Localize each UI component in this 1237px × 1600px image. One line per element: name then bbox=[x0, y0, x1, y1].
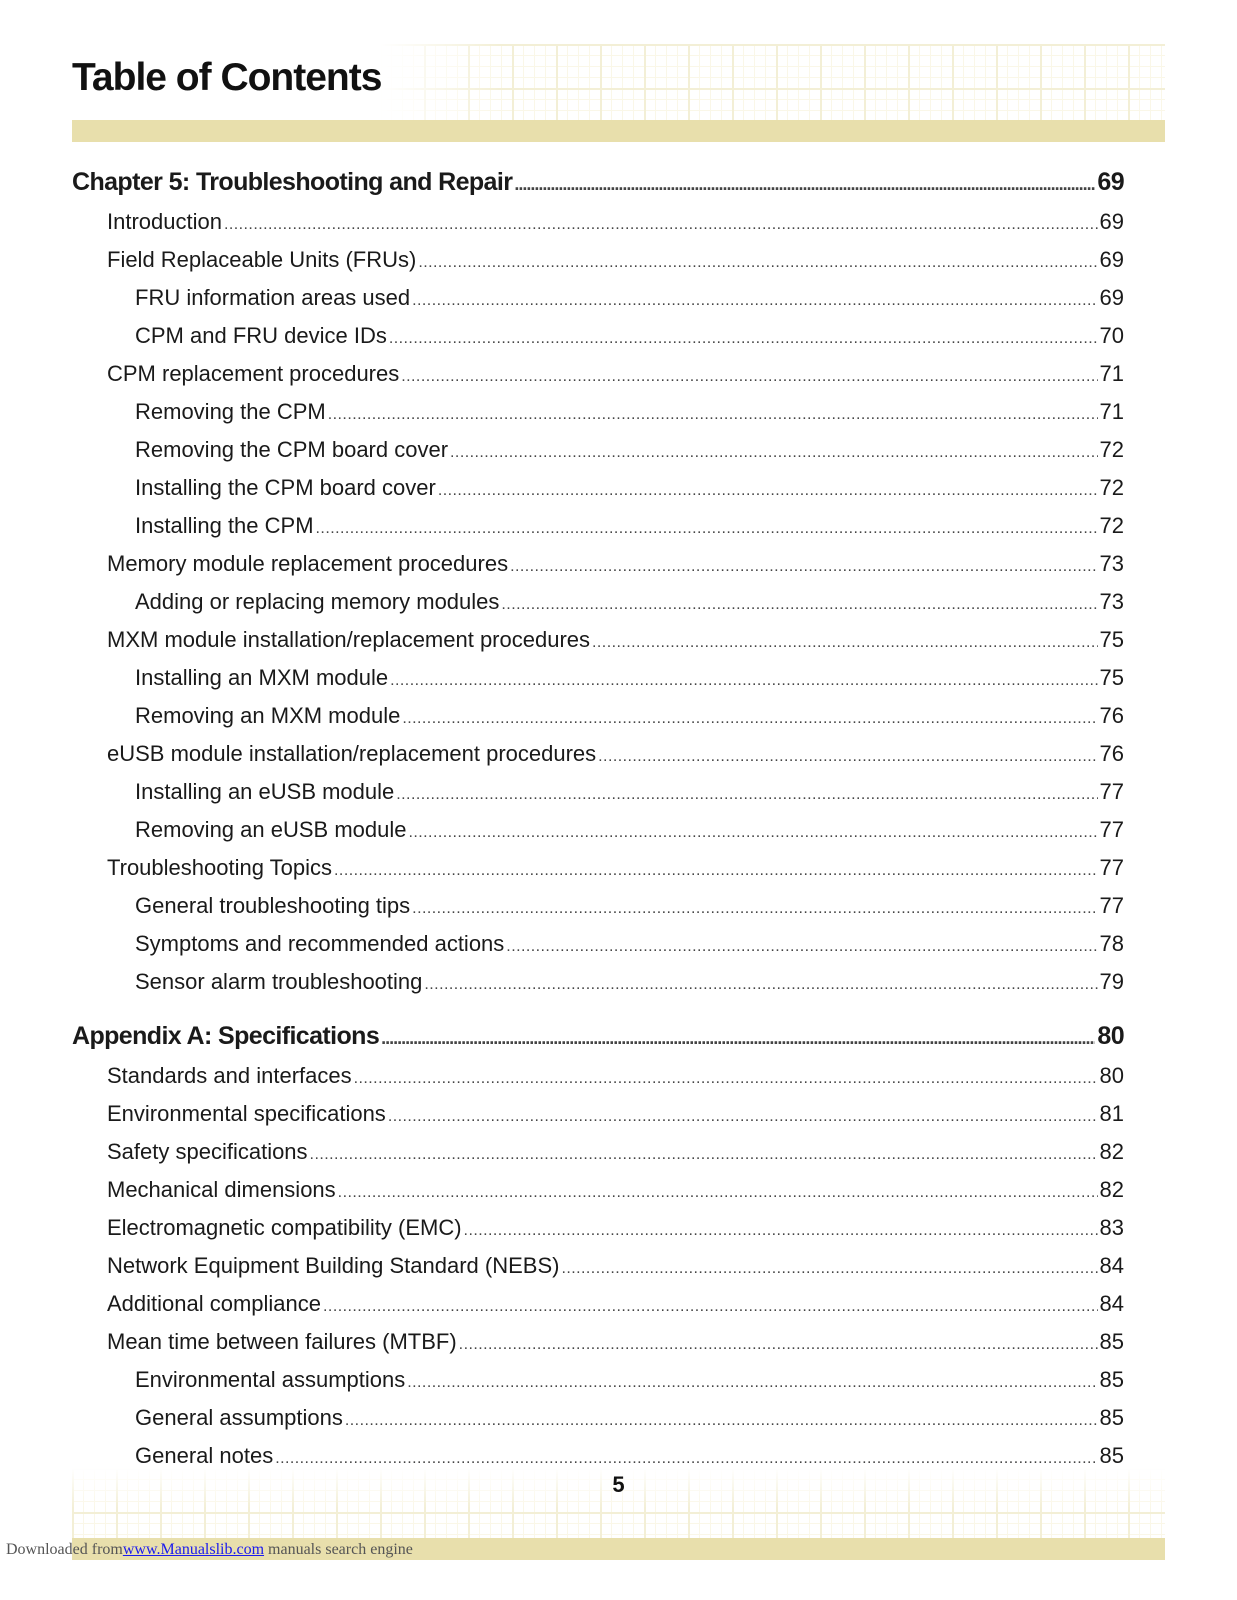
toc-entry[interactable] bbox=[72, 394, 1124, 432]
toc-entry[interactable] bbox=[72, 812, 1124, 850]
toc-entry[interactable] bbox=[72, 1058, 1124, 1096]
toc-leader-dots bbox=[514, 162, 1095, 204]
toc-entry[interactable] bbox=[72, 1096, 1124, 1134]
header-accent-bar bbox=[72, 120, 1165, 142]
toc-entry-label: eUSB module installation/replacement procedures bbox=[107, 741, 597, 766]
toc-leader-dots bbox=[316, 508, 1098, 546]
toc-leader-dots bbox=[501, 584, 1097, 622]
toc-leader-dots bbox=[412, 280, 1097, 318]
toc-entry-label: Installing the CPM bbox=[135, 513, 314, 538]
toc-leader-dots bbox=[510, 546, 1097, 584]
toc-entry-label: General troubleshooting tips bbox=[135, 893, 411, 918]
toc-entry-page: 83 bbox=[1099, 1215, 1124, 1240]
toc-entry-label: Removing an MXM module bbox=[135, 703, 401, 728]
toc-entry-page: 69 bbox=[1099, 285, 1124, 310]
toc-entry-label: Installing an MXM module bbox=[135, 665, 389, 690]
page-title: Table of Contents bbox=[72, 56, 382, 99]
toc-leader-dots bbox=[401, 356, 1097, 394]
toc-entry-page: 81 bbox=[1099, 1101, 1124, 1126]
toc-entry-page: 84 bbox=[1099, 1253, 1124, 1278]
toc-leader-dots bbox=[389, 318, 1098, 356]
toc-leader-dots bbox=[598, 736, 1097, 774]
toc-entry-label: Installing an eUSB module bbox=[135, 779, 395, 804]
toc-entry-label: Installing the CPM board cover bbox=[135, 475, 436, 500]
toc-entry-page: 69 bbox=[1099, 209, 1124, 234]
toc-entry[interactable] bbox=[72, 850, 1124, 888]
toc-entry-page: 76 bbox=[1099, 703, 1124, 728]
toc-entry[interactable] bbox=[72, 622, 1124, 660]
toc-entry-label: Standards and interfaces bbox=[107, 1063, 352, 1088]
toc-leader-dots bbox=[438, 470, 1098, 508]
toc-leader-dots bbox=[388, 1096, 1098, 1134]
toc-leader-dots bbox=[412, 888, 1097, 926]
toc-entry-page: 72 bbox=[1099, 513, 1124, 538]
toc-entry-page: 82 bbox=[1099, 1177, 1124, 1202]
toc-entry[interactable] bbox=[72, 964, 1124, 1002]
toc-entry-page: 85 bbox=[1099, 1367, 1124, 1392]
toc-entry[interactable] bbox=[72, 204, 1124, 242]
toc-entry-page: 77 bbox=[1099, 855, 1124, 880]
toc-leader-dots bbox=[408, 812, 1097, 850]
toc-entry-label: Symptoms and recommended actions bbox=[135, 931, 505, 956]
toc-entry-label: Electromagnetic compatibility (EMC) bbox=[107, 1215, 462, 1240]
manualslib-link[interactable]: www.Manualslib.com bbox=[122, 1541, 265, 1558]
toc-entry[interactable] bbox=[72, 584, 1124, 622]
toc-entry-label: Removing the CPM bbox=[135, 399, 326, 424]
toc-leader-dots bbox=[418, 242, 1097, 280]
toc-leader-dots bbox=[464, 1210, 1098, 1248]
toc-leader-dots bbox=[224, 204, 1098, 242]
toc-entry-label: Mechanical dimensions bbox=[107, 1177, 336, 1202]
toc-leader-dots bbox=[310, 1134, 1098, 1172]
toc-entry-page: 84 bbox=[1099, 1291, 1124, 1316]
toc-entry-label: CPM and FRU device IDs bbox=[135, 323, 387, 348]
toc-entry-label: Environmental specifications bbox=[107, 1101, 386, 1126]
toc-entry-label: Network Equipment Building Standard (NEBS) bbox=[107, 1253, 560, 1278]
toc-entry-page: 75 bbox=[1099, 627, 1124, 652]
toc-entry[interactable] bbox=[72, 318, 1124, 356]
toc-entry[interactable] bbox=[72, 926, 1124, 964]
download-prefix: Downloaded from bbox=[6, 1541, 123, 1558]
toc-entry-label: General assumptions bbox=[135, 1405, 343, 1430]
download-note bbox=[6, 1541, 413, 1559]
table-of-contents bbox=[72, 162, 1124, 1476]
toc-entry-label: Adding or replacing memory modules bbox=[135, 589, 500, 614]
toc-entry[interactable] bbox=[72, 356, 1124, 394]
toc-entry-page: 77 bbox=[1099, 779, 1124, 804]
toc-entry-label: Introduction bbox=[107, 209, 222, 234]
toc-leader-dots bbox=[561, 1248, 1097, 1286]
toc-entry[interactable] bbox=[72, 1362, 1124, 1400]
toc-leader-dots bbox=[396, 774, 1097, 812]
toc-entry[interactable] bbox=[72, 774, 1124, 812]
toc-entry[interactable] bbox=[72, 736, 1124, 774]
toc-entry[interactable] bbox=[72, 1248, 1124, 1286]
toc-entry-page: 77 bbox=[1099, 893, 1124, 918]
toc-entry[interactable] bbox=[72, 508, 1124, 546]
toc-leader-dots bbox=[424, 964, 1097, 1002]
toc-leader-dots bbox=[323, 1286, 1097, 1324]
toc-entry-label: Field Replaceable Units (FRUs) bbox=[107, 247, 417, 272]
toc-leader-dots bbox=[345, 1400, 1098, 1438]
toc-entry[interactable] bbox=[72, 1134, 1124, 1172]
toc-leader-dots bbox=[390, 660, 1097, 698]
toc-entry-label: Sensor alarm troubleshooting bbox=[135, 969, 423, 994]
toc-entry[interactable] bbox=[72, 1286, 1124, 1324]
toc-leader-dots bbox=[592, 622, 1098, 660]
toc-entry-page: 69 bbox=[1097, 168, 1124, 196]
toc-leader-dots bbox=[402, 698, 1097, 736]
toc-entry-page: 77 bbox=[1099, 817, 1124, 842]
toc-entry-label: Safety specifications bbox=[107, 1139, 308, 1164]
toc-entry-label: Chapter 5: Troubleshooting and Repair bbox=[72, 168, 513, 196]
toc-entry[interactable] bbox=[72, 660, 1124, 698]
toc-entry-page: 72 bbox=[1099, 475, 1124, 500]
toc-entry[interactable] bbox=[72, 470, 1124, 508]
toc-entry-label: Appendix A: Specifications bbox=[72, 1022, 380, 1050]
toc-chapter-entry[interactable] bbox=[72, 162, 1124, 204]
toc-entry-label: Memory module replacement procedures bbox=[107, 551, 509, 576]
toc-entry[interactable] bbox=[72, 1210, 1124, 1248]
toc-entry-label: CPM replacement procedures bbox=[107, 361, 400, 386]
toc-entry-label: General notes bbox=[135, 1443, 274, 1468]
toc-entry-page: 85 bbox=[1099, 1329, 1124, 1354]
toc-entry-page: 73 bbox=[1099, 589, 1124, 614]
toc-entry-label: Additional compliance bbox=[107, 1291, 322, 1316]
toc-leader-dots bbox=[459, 1324, 1098, 1362]
toc-entry-page: 80 bbox=[1097, 1022, 1124, 1050]
toc-leader-dots bbox=[338, 1172, 1098, 1210]
toc-entry-page: 71 bbox=[1099, 361, 1124, 386]
download-suffix: manuals search engine bbox=[264, 1541, 413, 1558]
toc-leader-dots bbox=[328, 394, 1098, 432]
toc-entry-page: 70 bbox=[1099, 323, 1124, 348]
toc-entry[interactable] bbox=[72, 1400, 1124, 1438]
toc-entry-page: 73 bbox=[1099, 551, 1124, 576]
toc-entry-label: Removing the CPM board cover bbox=[135, 437, 449, 462]
page-number: 5 bbox=[612, 1472, 625, 1497]
toc-entry-page: 85 bbox=[1099, 1405, 1124, 1430]
toc-entry[interactable] bbox=[72, 432, 1124, 470]
toc-entry-page: 72 bbox=[1099, 437, 1124, 462]
toc-leader-dots bbox=[354, 1058, 1098, 1096]
toc-entry-page: 76 bbox=[1099, 741, 1124, 766]
toc-entry-page: 80 bbox=[1099, 1063, 1124, 1088]
toc-entry-page: 78 bbox=[1099, 931, 1124, 956]
toc-entry[interactable] bbox=[72, 698, 1124, 736]
toc-entry-label: Environmental assumptions bbox=[135, 1367, 406, 1392]
toc-entry-label: Removing an eUSB module bbox=[135, 817, 407, 842]
toc-chapter-entry[interactable] bbox=[72, 1016, 1124, 1058]
toc-entry-label: MXM module installation/replacement procedures bbox=[107, 627, 591, 652]
toc-entry[interactable] bbox=[72, 888, 1124, 926]
toc-leader-dots bbox=[381, 1016, 1095, 1058]
toc-entry[interactable] bbox=[72, 242, 1124, 280]
toc-entry[interactable] bbox=[72, 546, 1124, 584]
toc-leader-dots bbox=[450, 432, 1097, 470]
toc-leader-dots bbox=[334, 850, 1097, 888]
toc-entry-label: FRU information areas used bbox=[135, 285, 411, 310]
header-grid-pattern bbox=[380, 44, 1165, 120]
toc-entry-page: 85 bbox=[1099, 1443, 1124, 1468]
toc-entry-page: 69 bbox=[1099, 247, 1124, 272]
toc-entry[interactable] bbox=[72, 280, 1124, 318]
toc-entry-page: 71 bbox=[1099, 399, 1124, 424]
toc-entry-page: 82 bbox=[1099, 1139, 1124, 1164]
toc-entry-page: 79 bbox=[1099, 969, 1124, 994]
toc-entry[interactable] bbox=[72, 1324, 1124, 1362]
toc-entry-label: Troubleshooting Topics bbox=[107, 855, 333, 880]
toc-entry-page: 75 bbox=[1099, 665, 1124, 690]
toc-entry-label: Mean time between failures (MTBF) bbox=[107, 1329, 457, 1354]
toc-leader-dots bbox=[506, 926, 1097, 964]
toc-leader-dots bbox=[407, 1362, 1097, 1400]
toc-entry[interactable] bbox=[72, 1172, 1124, 1210]
